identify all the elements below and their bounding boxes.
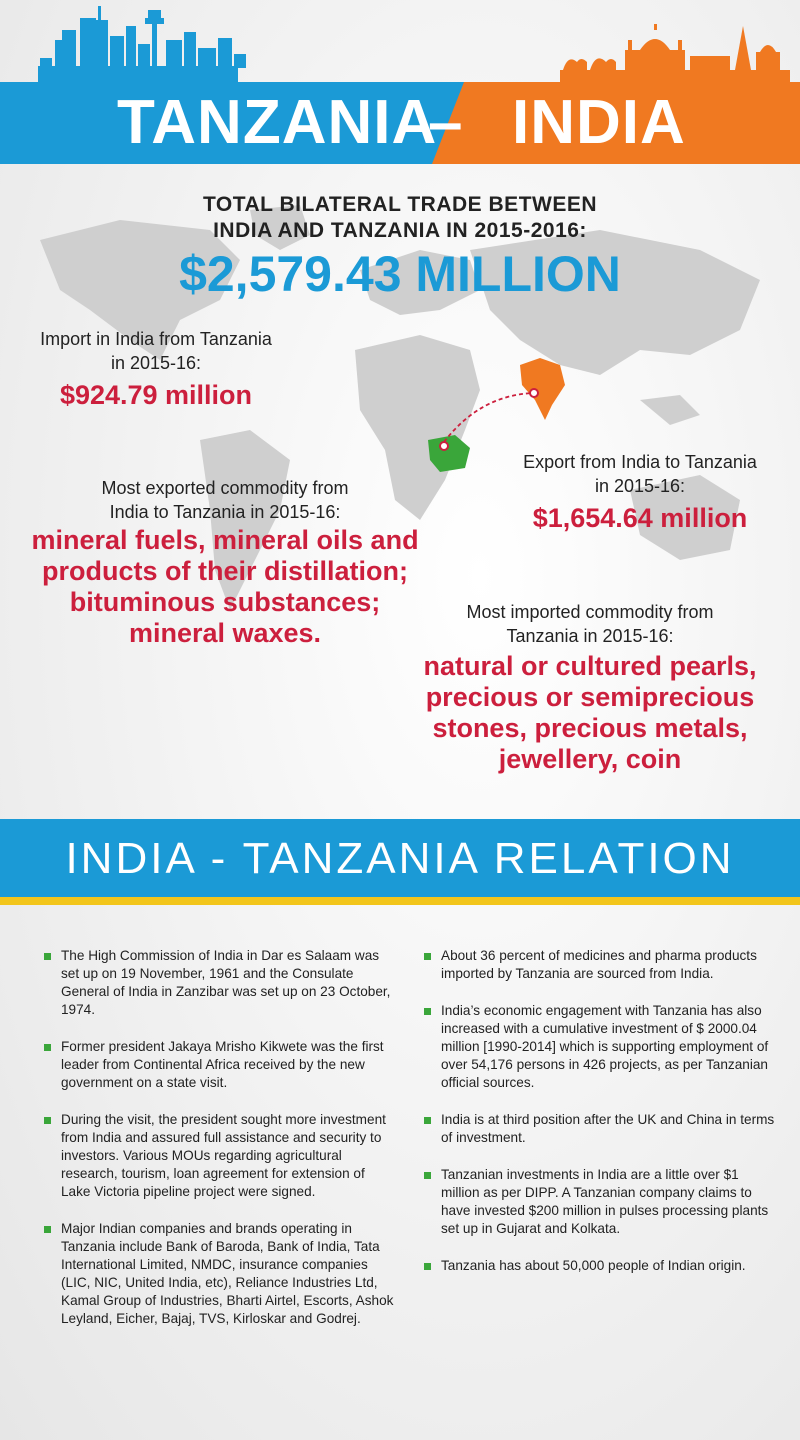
list-item-text: Tanzanian investments in India are a little over $1 million as per DIPP. A Tanzanian company claims to have invested $200 million in pulses processing plants set up in Gujarat and Kolkata. — [441, 1167, 769, 1236]
title-dash: – — [428, 88, 464, 157]
bullet-icon — [424, 953, 431, 960]
bullet-icon — [44, 953, 51, 960]
most-exported-label-line2: India to Tanzania in 2015-16: — [109, 502, 341, 522]
relation-title: INDIA - TANZANIA RELATION — [65, 834, 735, 883]
list-item-text: During the visit, the president sought more investment from India and assured full assistance and security to investors. Various MOUs regarding agricultural research, tourism, loan agreement for extension of Lake Victoria pipeline project were signed. — [61, 1112, 386, 1199]
title-tanzania: TANZANIA — [117, 88, 438, 157]
bullet-icon — [44, 1226, 51, 1233]
commodity-line: mineral fuels, mineral oils and — [31, 525, 419, 555]
commodity-line: mineral waxes. — [128, 618, 322, 648]
relation-accent-line — [0, 897, 800, 905]
relation-left-column — [44, 947, 394, 1347]
bullet-icon — [44, 1117, 51, 1124]
list-item-text: India’s economic engagement with Tanzania has also increased with a cumulative investment of $ 2000.04 million [1990-2014] which is supporting employment of over 54,176 persons in 426 projects, as per Tanzanian official sources. — [441, 1003, 769, 1090]
banner-title — [0, 88, 800, 158]
bullet-icon — [424, 1172, 431, 1179]
trade-heading-line1: TOTAL BILATERAL TRADE BETWEEN — [202, 193, 598, 216]
total-trade-value: $2,579.43 MILLION — [179, 246, 621, 302]
list-item-text: India is at third position after the UK and China in terms of investment. — [441, 1112, 775, 1145]
trade-heading-line2: INDIA AND TANZANIA IN 2015-2016: — [213, 219, 587, 242]
bullet-icon — [424, 1117, 431, 1124]
tanzania-skyline — [38, 6, 246, 82]
relation-right-column — [424, 947, 776, 1294]
commodity-line: bituminous substances; — [69, 587, 381, 617]
import-label-line1: Import in India from Tanzania — [40, 329, 272, 349]
import-label-line2: in 2015-16: — [110, 353, 202, 373]
commodity-line: precious or semiprecious — [425, 682, 755, 712]
most-imported-commodity — [420, 651, 760, 775]
india-marker-icon — [530, 389, 538, 397]
list-item-text: About 36 percent of medicines and pharma products imported by Tanzania are sourced from India. — [441, 948, 757, 981]
most-exported-commodity — [20, 525, 430, 649]
commodity-line: stones, precious metals, — [432, 713, 748, 743]
bullet-icon — [424, 1008, 431, 1015]
list-item — [44, 947, 394, 1019]
commodity-line: natural or cultured pearls, — [423, 651, 757, 681]
india-skyline — [560, 24, 790, 82]
list-item-text: Former president Jakaya Mrisho Kikwete was the first leader from Continental Africa received by the new government on a state visit. — [61, 1039, 384, 1090]
list-item — [424, 1257, 776, 1275]
most-imported-label-line1: Most imported commodity from — [466, 602, 714, 622]
skyline-illustration — [0, 0, 800, 82]
list-item — [44, 1220, 394, 1328]
bullet-icon — [424, 1263, 431, 1270]
import-value: $924.79 million — [59, 380, 253, 410]
export-value: $1,654.64 million — [532, 503, 748, 533]
commodity-line: jewellery, coin — [498, 744, 682, 774]
commodity-line: products of their distillation; — [42, 556, 408, 586]
list-item — [424, 1111, 776, 1147]
list-item — [44, 1038, 394, 1092]
export-label-line1: Export from India to Tanzania — [523, 452, 757, 472]
most-exported-label-line1: Most exported commodity from — [101, 478, 349, 498]
export-label-line2: in 2015-16: — [594, 476, 686, 496]
india-highlight — [520, 358, 565, 420]
bullet-icon — [44, 1044, 51, 1051]
list-item — [424, 1166, 776, 1238]
list-item-text: Major Indian companies and brands operating in Tanzania include Bank of Baroda, Bank of India, Tata International Limited, NMDC, insurance companies (LIC, NIC, United India, etc), Reliance Industries Ltd, Kamal Group of Industries, Bharti Airtel, Escorts, Ashok Leyland, Eicher, Bajaj, TVS, Kirloskar and Godrej. — [61, 1221, 394, 1326]
most-imported-label-line2: Tanzania in 2015-16: — [506, 626, 674, 646]
list-item — [44, 1111, 394, 1201]
list-item — [424, 947, 776, 983]
tanzania-marker-icon — [440, 442, 448, 450]
list-item-text: Tanzania has about 50,000 people of Indian origin. — [441, 1258, 746, 1273]
title-india: INDIA — [512, 88, 686, 157]
list-item-text: The High Commission of India in Dar es Salaam was set up on 19 November, 1961 and the Consulate General of India in Zanzibar was set up on 23 October, 1974. — [61, 948, 391, 1017]
list-item — [424, 1002, 776, 1092]
